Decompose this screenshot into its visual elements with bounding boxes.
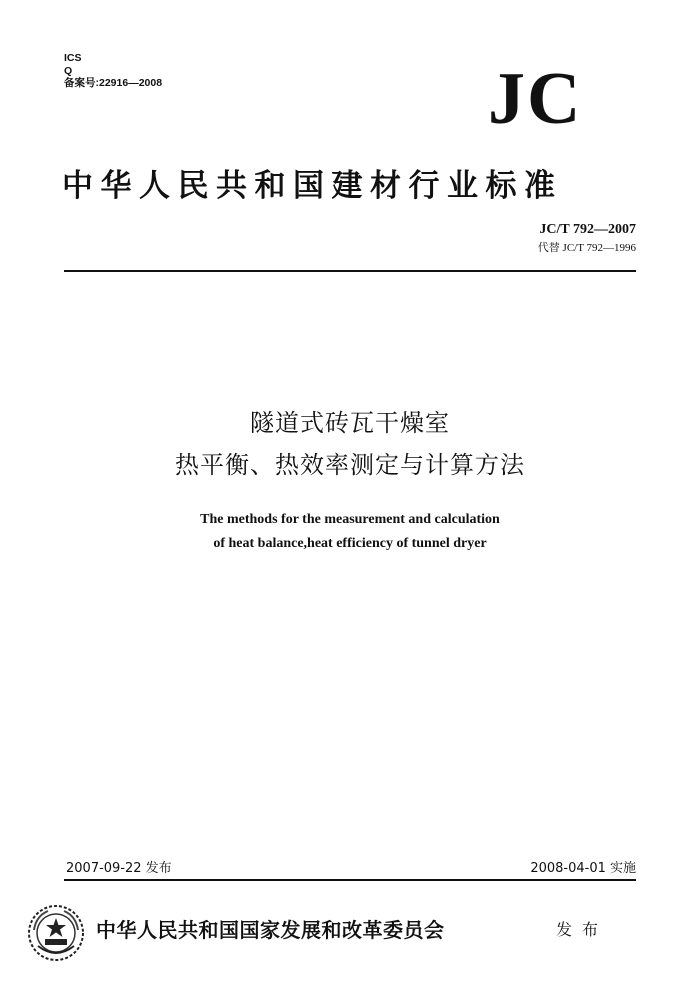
- document-title-cn-line1: 隧道式砖瓦干燥室: [250, 409, 450, 437]
- category-code: Q: [64, 64, 73, 77]
- replaced-standard: 代替 JC/T 792—1996: [537, 242, 636, 254]
- ics-label: ICS: [64, 52, 82, 64]
- header-divider: [64, 270, 636, 272]
- organization-title: 中华人民共和国建材行业标准: [62, 168, 563, 204]
- publish-label: 发布: [556, 920, 609, 939]
- jc-logo: JC: [488, 58, 583, 140]
- national-emblem-icon: [24, 902, 88, 964]
- document-title-cn-line2: 热平衡、热效率测定与计算方法: [175, 451, 525, 479]
- standard-code: JC/T 792—2007: [539, 222, 636, 237]
- issue-date: 2007-09-22 发布: [66, 861, 172, 876]
- document-title-en-line1: The methods for the measurement and calculation: [200, 512, 500, 527]
- effective-date: 2008-04-01 实施: [530, 861, 636, 876]
- issuing-authority: 中华人民共和国国家发展和改革委员会: [96, 918, 445, 942]
- footer-divider: [64, 879, 636, 881]
- document-title-en-line2: of heat balance,heat efficiency of tunnel dryer: [213, 536, 487, 551]
- filing-number: 备案号:22916—2008: [64, 77, 163, 89]
- ics-metadata: [64, 52, 162, 90]
